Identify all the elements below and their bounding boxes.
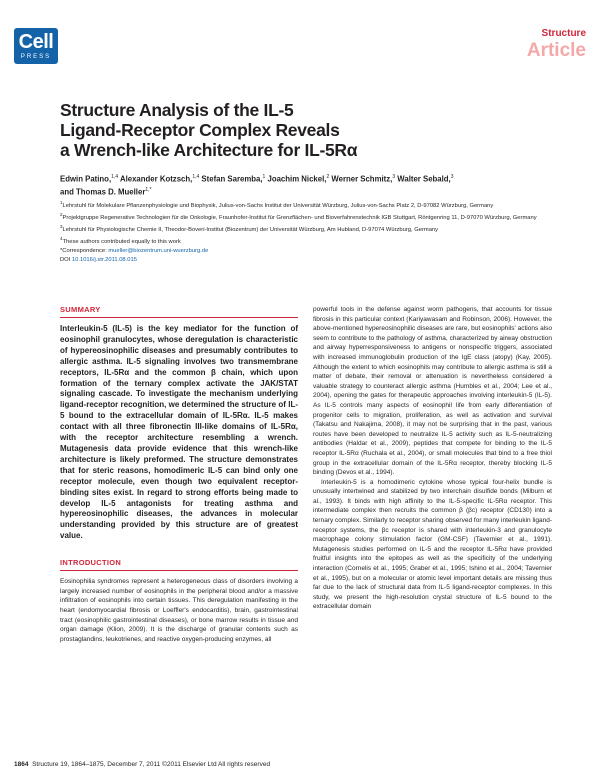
author-name: and Thomas D. Mueller [60, 187, 146, 197]
author-sup: 1 [262, 174, 266, 180]
affiliation-text: These authors contributed equally to this work [62, 238, 181, 245]
footer-citation: Structure 19, 1864–1875, December 7, 2011 ©2011 Elsevier Ltd All rights reserved [32, 761, 271, 768]
logo-text: Cell [18, 31, 54, 53]
title-line: Structure Analysis of the IL-5 [60, 100, 294, 120]
author-sup: 1,4 [111, 174, 119, 180]
affiliation-sup: 1 [60, 200, 63, 206]
title-line: Ligand-Receptor Complex Reveals [60, 120, 340, 140]
page-footer [14, 760, 586, 769]
article-title [60, 100, 540, 160]
correspondence [60, 247, 560, 255]
article-type: Article [526, 40, 586, 61]
author-name: Joachim Nickel, [265, 174, 327, 184]
doi [60, 256, 560, 264]
journal-name: Structure [541, 28, 586, 39]
title-line: a Wrench-like Architecture for IL-5Rα [60, 140, 358, 160]
summary-heading: SUMMARY [60, 305, 298, 318]
affiliation-sup: 2 [60, 212, 63, 218]
author-name: Stefan Saremba, [199, 174, 263, 184]
affiliation [60, 223, 560, 234]
introduction-paragraph: Eosinophilia syndromes represent a heterogeneous class of disorders involving a largely increased number of eosinophils in the peripheral blood and/or a massive infiltration of eosinophils into certain tissues. This deregulation manifesting in the heart (endomyocardial fibrosis or Loeffler's endocarditis), brain, gastrointestinal tract (eosinophilic gastrointestinal diseases), or bone marrow results in tissue and organ damage (Klion, 2009). It is the discharge of granular contents such as prostaglandins, leukotrienes, and reactive oxygen-producing enzymes, all [60, 578, 298, 643]
body-paragraph: Interleukin-5 is a homodimeric cytokine whose typical four-helix bundle is unusually intertwined and stabilized by two interchain disulfide bonds (Milburn et al., 1993). It binds with high affinity to the IL-5-specific IL-5Rα receptor. This intermediate complex then recruits the common β (βc) receptor (CD130) into a ternary complex. Similarly to receptor sharing observed for many interleukin ligand-receptor systems, the βc receptor is shared with interleukin-3 and granulocyte macrophage colony stimulation factor (GM-CSF) (Tavernier et al., 1991). Mutagenesis studies performed on IL-5 and the receptor IL-5Rα have provided fruitful insights into the epitopes as well as the specificity of the underlying interaction (Cornelis et al., 1995; Graber et al., 1995; Ishino et al., 2004; Tavernier et al., 1995), but on a molecular or atomic level important details are missing thus far due to the lack of structural data from IL-5 ligand-receptor complexes. In this study, we present the high-resolution crystal structure of IL-5 bound to the extracellular domain [313, 478, 552, 611]
journal-header [527, 28, 586, 62]
author-sup: 3 [450, 174, 454, 180]
author-name: Walter Sebald, [395, 174, 451, 184]
doi-label: DOI [60, 256, 72, 263]
summary-text: Interleukin-5 (IL-5) is the key mediator for the function of eosinophil granulocytes, whose deregulation is characteristic of hypereosinophilic diseases and presumably contributes to allergic asthma. IL-5 signaling involves two transmembrane receptors, IL-5Rα and the common β chain, which upon formation of the ternary complex activate the JAK/STAT signaling cascade. To investigate the mechanism underlying ligand-receptor recognition, we determined the structure of IL-5 bound to the extracellular domain of IL-5Rα. IL-5 makes contact with all three fibronectin III-like domains of IL-5Rα, with the receptor architecture resembling a wrench. Mutagenesis data provide evidence that this wrench-like architecture is likely preformed. The structure demonstrates that for steric reasons, homodimeric IL-5 can bind only one receptor molecule, even though two equivalent receptor-binding sites exist. In regard to strong efforts being made to develop IL-5 antagonists for treating asthma and hypereosinophilic diseases, the advances in molecular understanding provided by this structure are of greatest value. [60, 324, 298, 541]
author-list [60, 172, 560, 198]
correspondence-email-link[interactable]: mueller@biozentrum.uni-wuerzburg.de [108, 247, 209, 254]
author-name: Edwin Patino, [60, 174, 112, 184]
introduction-heading: INTRODUCTION [60, 558, 298, 571]
author-sup: 1,4 [192, 174, 200, 180]
page-number: 1864 [14, 761, 29, 768]
affiliation-text: Lehrstuhl für Physiologische Chemie II, Theodor-Boveri-Institut (Biozentrum) der Universität Würzburg, Am Hubland, D-97074 Würzburg, Germany [62, 226, 439, 233]
body-paragraph: powerful tools in the defense against worm pathogens, that accounts for tissue fibrosis in this particular context (Kariyawasam and Robinson, 2006). However, the above-mentioned hypereosinophilic diseases are rare, but eosinophils' actions also seem to contribute to the pathology of asthma, characterized by airway obstruction and airway hyperresponsiveness to antigens or nonspecific triggers, associated with increased immunoglobulin production of the IgE class (atopy) (Kay, 2005). Although the extent to which eosinophils may contribute to allergic asthma is still a matter of debate, their removal or attenuation is nevertheless considered a valuable strategy to counteract allergic asthma (Humbles et al., 2004; Lee et al., 2004), opening the gates for therapeutic approaches involving interleukin-5 (IL-5). As IL-5 controls many aspects of eosinophil life from early differentiation of progenitor cells to migration, proliferation, as well as activation and survival (Takatsu and Nakajima, 2008), it may not be surprising that in the past, various routes have been developed to neutralize IL-5 activity such as IL-5-neutralizing antibodies (Haldar et al., 2009), peptides that compete for binding to the IL-5 receptor IL-5Rα (Ruchala et al., 2004), or small molecules that bind to a free thiol group in the extracellular domain of the IL-5Rα receptor, thereby blocking IL-5 binding (Devos et al., 1994). [313, 306, 552, 477]
author-sup: 1,* [145, 187, 152, 194]
logo-subtext: PRESS [20, 54, 52, 60]
affiliation [60, 235, 560, 246]
affiliation-sup: 4 [60, 235, 63, 241]
author-sup: 3 [392, 174, 396, 180]
doi-link[interactable]: 10.1016/j.str.2011.08.015 [71, 256, 137, 263]
author-sup: 2 [326, 174, 330, 180]
affiliation-text: Projektgruppe Regenerative Technologien für die Onkologie, Fraunhofer-Institut für Grenzflächen- und Bioverfahrenstechnik IGB Stuttgart, Röntgenring 11, D-97070 Würzburg, Germany [62, 215, 537, 222]
cell-press-logo [14, 28, 58, 64]
affiliation-text: Lehrstuhl für Molekulare Pflanzenphysiologie und Biophysik, Julius-von-Sachs Institut der Universität Würzburg, Julius-von-Sachs Platz 2, D-97082 Würzburg, Germany [62, 203, 494, 210]
left-column [60, 305, 298, 644]
author-name: Werner Schmitz, [329, 174, 393, 184]
front-matter [60, 172, 560, 264]
affiliation [60, 199, 560, 210]
author-name: Alexander Kotzsch, [118, 174, 193, 184]
correspondence-label: *Correspondence: [60, 247, 109, 254]
affiliation-sup: 3 [60, 224, 63, 230]
right-column [313, 305, 552, 612]
affiliation [60, 211, 560, 222]
